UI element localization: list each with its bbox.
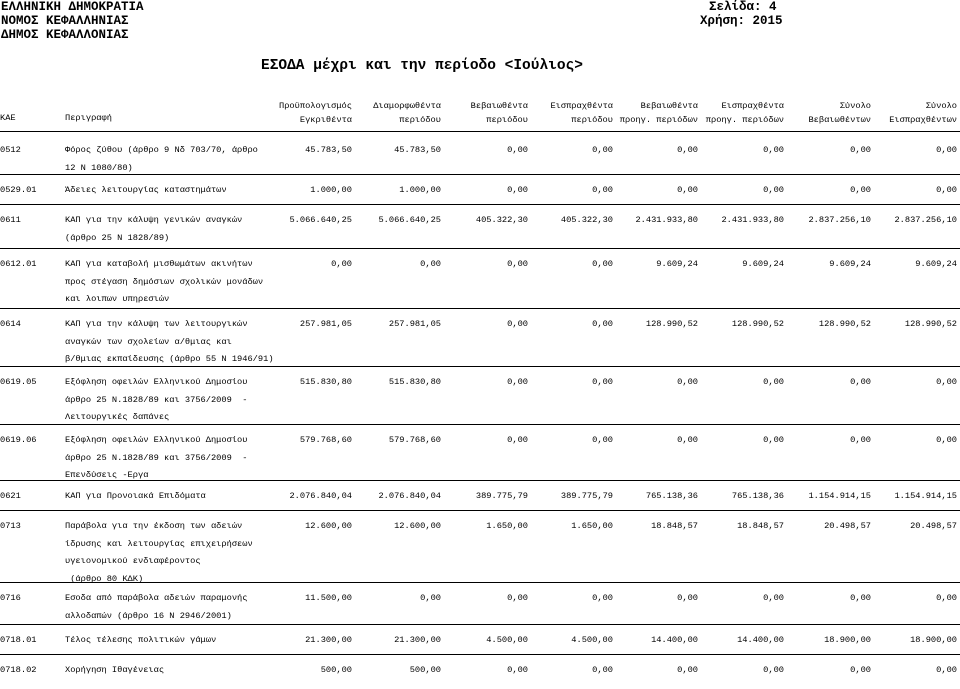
row-value-col-5: 18.848,57 <box>651 521 698 531</box>
row-value-col-6: 0,00 <box>763 435 784 445</box>
row-kae-code: 0713 <box>0 521 21 531</box>
issuer-line-1: ΕΛΛΗΝΙΚΗ ΔΗΜΟΚΡΑΤΙΑ <box>1 0 144 14</box>
row-value-col-4: 0,00 <box>592 377 613 387</box>
row-description-line: Παράβολα για την έκδοση των αδειών <box>65 521 243 531</box>
row-divider <box>0 582 960 583</box>
issuer-line-3: ΔΗΜΟΣ ΚΕΦΑΛΛΟΝΙΑΣ <box>1 28 129 42</box>
row-divider <box>0 480 960 481</box>
row-kae-code: 0718.02 <box>0 665 37 675</box>
row-value-col-1: 0,00 <box>331 259 352 269</box>
col-header-6 <box>706 99 784 127</box>
row-kae-code: 0619.06 <box>0 435 37 445</box>
col-header-5-line-2: προηγ. περιόδων <box>619 115 698 125</box>
row-value-col-3: 0,00 <box>507 145 528 155</box>
row-value-col-7: 9.609,24 <box>829 259 871 269</box>
col-header-2-line-2: περιόδου <box>399 115 441 125</box>
row-value-col-8: 9.609,24 <box>915 259 957 269</box>
row-description <box>65 432 247 485</box>
row-value-col-7: 18.900,00 <box>824 635 871 645</box>
row-kae-code: 0612.01 <box>0 259 37 269</box>
row-kae-code: 0611 <box>0 215 21 225</box>
row-description <box>65 590 247 625</box>
row-divider <box>0 624 960 625</box>
row-value-col-2: 257.981,05 <box>388 319 441 329</box>
col-header-1-line-1: Προϋπολογισμός <box>279 101 352 111</box>
row-value-col-7: 2.837.256,10 <box>808 215 871 225</box>
row-description <box>65 142 258 177</box>
col-header-6-line-1: Εισπραχθέντα <box>721 101 784 111</box>
row-value-col-4: 0,00 <box>592 593 613 603</box>
row-description-line: ΚΑΠ για Προνοιακά Επιδόματα <box>65 491 206 501</box>
row-description-line: Εσοδα από παράβολα αδειών παραμονής <box>65 593 248 603</box>
row-value-col-8: 0,00 <box>936 665 957 675</box>
row-value-col-2: 21.300,00 <box>394 635 441 645</box>
row-value-col-1: 500,00 <box>320 665 352 675</box>
row-value-col-4: 405.322,30 <box>560 215 613 225</box>
row-description-line: ίδρυσης και λειτουργίας επιχειρήσεων <box>65 538 253 549</box>
row-value-col-5: 0,00 <box>677 665 698 675</box>
row-divider <box>0 174 960 175</box>
row-value-col-3: 405.322,30 <box>475 215 528 225</box>
row-value-col-1: 12.600,00 <box>305 521 352 531</box>
row-value-col-6: 9.609,24 <box>742 259 784 269</box>
row-value-col-3: 4.500,00 <box>486 635 528 645</box>
row-description-line: Τέλος τέλεσης πολιτικών γάμων <box>65 635 217 645</box>
row-value-col-4: 0,00 <box>592 145 613 155</box>
row-value-col-5: 0,00 <box>677 593 698 603</box>
col-header-2 <box>373 99 441 127</box>
row-value-col-6: 0,00 <box>763 665 784 675</box>
row-value-col-7: 0,00 <box>850 593 871 603</box>
col-header-7-line-2: Βεβαιωθέντων <box>808 115 871 125</box>
row-description-line: 12 Ν 1080/80) <box>65 162 133 173</box>
issuer-block <box>1 0 144 42</box>
row-value-col-2: 0,00 <box>420 259 441 269</box>
row-value-col-2: 500,00 <box>409 665 441 675</box>
page-number: Σελίδα: 4 <box>709 0 777 14</box>
row-value-col-5: 128.990,52 <box>645 319 698 329</box>
row-value-col-8: 18.900,00 <box>910 635 957 645</box>
row-value-col-8: 0,00 <box>936 377 957 387</box>
col-header-8-line-2: Εισπραχθέντων <box>889 115 957 125</box>
row-value-col-7: 1.154.914,15 <box>808 491 871 501</box>
row-description-line: Χορήγηση Ιθαγένειας <box>65 665 165 675</box>
row-value-col-6: 18.848,57 <box>737 521 784 531</box>
row-description-line: Επενδύσεις -Εργα <box>65 470 149 480</box>
row-description <box>65 488 206 506</box>
col-header-8 <box>889 99 957 127</box>
col-header-7-line-1: Σύνολο <box>839 101 871 111</box>
row-value-col-5: 14.400,00 <box>651 635 698 645</box>
row-description-line: ΚΑΠ για καταβολή μισθωμάτων ακινήτων <box>65 259 253 269</box>
row-kae-code: 0529.01 <box>0 185 37 195</box>
row-value-col-3: 0,00 <box>507 259 528 269</box>
row-divider <box>0 424 960 425</box>
row-value-col-5: 0,00 <box>677 435 698 445</box>
row-value-col-8: 0,00 <box>936 145 957 155</box>
row-value-col-6: 0,00 <box>763 593 784 603</box>
row-value-col-7: 0,00 <box>850 435 871 445</box>
row-description-line: άρθρο 25 Ν.1828/89 και 3756/2009 - <box>65 394 248 405</box>
row-value-col-2: 2.076.840,04 <box>378 491 441 501</box>
fiscal-year: Χρήση: 2015 <box>700 14 783 28</box>
row-value-col-4: 0,00 <box>592 435 613 445</box>
row-divider <box>0 248 960 249</box>
row-value-col-1: 21.300,00 <box>305 635 352 645</box>
row-value-col-4: 0,00 <box>592 665 613 675</box>
row-description-line: Εξόφληση οφειλών Ελληνικού Δημοσίου <box>65 377 248 387</box>
col-header-2-line-1: Διαμορφωθέντα <box>373 101 441 111</box>
col-header-4 <box>550 99 613 127</box>
col-header-3-line-1: Βεβαιωθέντα <box>470 101 528 111</box>
row-value-col-6: 0,00 <box>763 377 784 387</box>
row-value-col-2: 0,00 <box>420 593 441 603</box>
row-value-col-2: 5.066.640,25 <box>378 215 441 225</box>
row-description <box>65 256 263 309</box>
row-value-col-4: 4.500,00 <box>571 635 613 645</box>
row-divider <box>0 308 960 309</box>
col-header-1-line-2: Εγκριθέντα <box>299 115 352 125</box>
row-description <box>65 662 164 680</box>
col-header-5 <box>620 99 698 127</box>
row-description <box>65 518 253 588</box>
row-value-col-4: 0,00 <box>592 319 613 329</box>
row-divider <box>0 654 960 655</box>
row-value-col-2: 1.000,00 <box>399 185 441 195</box>
row-value-col-1: 45.783,50 <box>305 145 352 155</box>
row-description-line: ΚΑΠ για την κάλυψη γενικών αναγκών <box>65 215 243 225</box>
row-description-line: (άρθρο 25 Ν 1828/89) <box>65 232 170 243</box>
row-description-line: (άρθρο 80 ΚΔΚ) <box>65 573 144 584</box>
row-kae-code: 0614 <box>0 319 21 329</box>
row-value-col-3: 0,00 <box>507 435 528 445</box>
row-kae-code: 0621 <box>0 491 21 501</box>
row-value-col-1: 2.076.840,04 <box>289 491 352 501</box>
row-value-col-8: 0,00 <box>936 435 957 445</box>
row-description-line: Εξόφληση οφειλών Ελληνικού Δημοσίου <box>65 435 248 445</box>
row-value-col-2: 515.830,80 <box>388 377 441 387</box>
row-value-col-8: 128.990,52 <box>904 319 957 329</box>
row-value-col-6: 0,00 <box>763 145 784 155</box>
row-value-col-5: 9.609,24 <box>656 259 698 269</box>
row-value-col-5: 0,00 <box>677 145 698 155</box>
row-divider <box>0 510 960 511</box>
row-value-col-1: 5.066.640,25 <box>289 215 352 225</box>
issuer-line-2: ΝΟΜΟΣ ΚΕΦΑΛΛΗΝΙΑΣ <box>1 14 129 28</box>
row-description-line: άρθρο 25 Ν.1828/89 και 3756/2009 - <box>65 452 248 463</box>
row-value-col-5: 2.431.933,80 <box>635 215 698 225</box>
row-value-col-1: 257.981,05 <box>299 319 352 329</box>
row-description-line: Φόρος ζύθου (άρθρο 9 Νδ 703/70, άρθρο <box>65 145 258 155</box>
col-header-1 <box>279 99 352 127</box>
col-header-4-line-1: Εισπραχθέντα <box>550 101 613 111</box>
row-value-col-1: 11.500,00 <box>305 593 352 603</box>
row-kae-code: 0512 <box>0 145 21 155</box>
row-description <box>65 182 227 200</box>
report-title: ΕΣΟΔΑ μέχρι και την περίοδο <Ιούλιος> <box>261 58 583 74</box>
row-value-col-1: 579.768,60 <box>299 435 352 445</box>
row-value-col-8: 20.498,57 <box>910 521 957 531</box>
row-value-col-6: 765.138,36 <box>731 491 784 501</box>
row-value-col-8: 2.837.256,10 <box>894 215 957 225</box>
row-divider <box>0 204 960 205</box>
row-value-col-7: 0,00 <box>850 185 871 195</box>
row-value-col-7: 0,00 <box>850 377 871 387</box>
col-header-description: Περιγραφή <box>65 113 112 123</box>
col-header-5-line-1: Βεβαιωθέντα <box>640 101 698 111</box>
row-value-col-3: 0,00 <box>507 593 528 603</box>
row-value-col-4: 0,00 <box>592 259 613 269</box>
row-kae-code: 0716 <box>0 593 21 603</box>
row-description-line: Άδειες λειτουργίας καταστημάτων <box>65 185 227 195</box>
row-value-col-3: 0,00 <box>507 185 528 195</box>
row-value-col-2: 12.600,00 <box>394 521 441 531</box>
col-header-6-line-2: προηγ. περιόδων <box>705 115 784 125</box>
row-value-col-6: 0,00 <box>763 185 784 195</box>
col-header-4-line-2: περιόδου <box>571 115 613 125</box>
row-value-col-6: 128.990,52 <box>731 319 784 329</box>
row-description-line: υγειονομικού ενδιαφέροντος <box>65 556 201 566</box>
row-value-col-4: 389.775,79 <box>560 491 613 501</box>
row-value-col-8: 1.154.914,15 <box>894 491 957 501</box>
row-value-col-5: 0,00 <box>677 377 698 387</box>
row-value-col-3: 0,00 <box>507 319 528 329</box>
row-description-line: ΚΑΠ για την κάλυψη των λειτουργικών <box>65 319 248 329</box>
row-value-col-7: 128.990,52 <box>818 319 871 329</box>
row-value-col-3: 389.775,79 <box>475 491 528 501</box>
row-description-line: και λοιπων υπηρεσιών <box>65 294 170 304</box>
row-value-col-8: 0,00 <box>936 185 957 195</box>
row-value-col-6: 2.431.933,80 <box>721 215 784 225</box>
row-value-col-7: 0,00 <box>850 665 871 675</box>
row-description <box>65 316 274 369</box>
header-divider <box>0 131 960 132</box>
row-divider <box>0 366 960 367</box>
col-header-3-line-2: περιόδου <box>486 115 528 125</box>
row-value-col-4: 1.650,00 <box>571 521 613 531</box>
row-value-col-3: 0,00 <box>507 377 528 387</box>
row-value-col-4: 0,00 <box>592 185 613 195</box>
row-value-col-5: 0,00 <box>677 185 698 195</box>
row-description-line: β/θμιας εκπαίδευσης (άρθρο 55 Ν 1946/91) <box>65 354 274 364</box>
col-header-8-line-1: Σύνολο <box>925 101 957 111</box>
row-description <box>65 632 216 650</box>
row-value-col-2: 45.783,50 <box>394 145 441 155</box>
row-description-line: Λειτουργικές δαπάνες <box>65 412 170 422</box>
row-value-col-7: 20.498,57 <box>824 521 871 531</box>
row-value-col-1: 515.830,80 <box>299 377 352 387</box>
col-header-3 <box>471 99 528 127</box>
row-value-col-5: 765.138,36 <box>645 491 698 501</box>
col-header-kae: ΚΑΕ <box>0 113 16 123</box>
row-description-line: αναγκών των σχολείων α/θμιας και <box>65 336 232 347</box>
row-description <box>65 374 247 427</box>
row-value-col-1: 1.000,00 <box>310 185 352 195</box>
row-description-line: προς στέγαση δημόσιων σχολικών μονάδων <box>65 276 264 287</box>
row-kae-code: 0619.05 <box>0 377 37 387</box>
column-header <box>0 99 960 129</box>
row-value-col-3: 0,00 <box>507 665 528 675</box>
row-value-col-2: 579.768,60 <box>388 435 441 445</box>
row-value-col-3: 1.650,00 <box>486 521 528 531</box>
row-value-col-6: 14.400,00 <box>737 635 784 645</box>
row-value-col-7: 0,00 <box>850 145 871 155</box>
row-description-line: αλλοδαπών (άρθρο 16 Ν 2946/2001) <box>65 610 232 621</box>
row-description <box>65 212 242 247</box>
row-value-col-8: 0,00 <box>936 593 957 603</box>
col-header-7 <box>808 99 871 127</box>
row-kae-code: 0718.01 <box>0 635 37 645</box>
